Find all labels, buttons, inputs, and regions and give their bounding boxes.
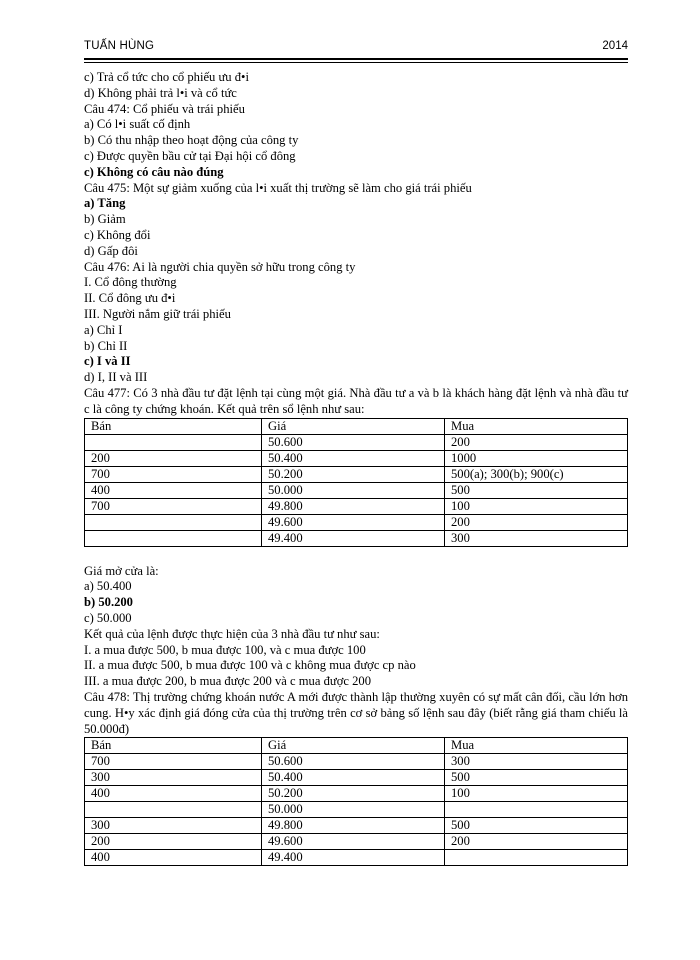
option-line: a) 50.400 (84, 579, 132, 594)
result-intro: Kết quả của lệnh được thực hiện của 3 nhà đầu tư như sau: (84, 626, 380, 641)
table-cell: 400 (85, 850, 262, 866)
table-cell: 500 (445, 818, 628, 834)
question-475: Câu 475: Một sự giảm xuống của l•i xuất thị trường sẽ làm cho giá trái phiếu (84, 180, 472, 195)
table-cell: 49.800 (262, 818, 445, 834)
header-author: TUẤN HÙNG (84, 40, 155, 52)
question-474: Câu 474: Cổ phiếu và trái phiếu (84, 101, 245, 116)
table-cell: 50.600 (262, 754, 445, 770)
table-cell: 700 (85, 466, 262, 482)
order-book-table-2 (84, 737, 628, 866)
table-row (85, 434, 628, 450)
table-cell: 200 (85, 450, 262, 466)
option-line: b) Có thu nhập theo hoạt động của công ty (84, 133, 299, 148)
table-cell: 49.600 (262, 514, 445, 530)
option-line: III. Người nắm giữ trái phiếu (84, 306, 231, 321)
option-line: II. Cổ đông ưu đ•i (84, 291, 176, 306)
table-cell: 50.000 (262, 482, 445, 498)
option-line: c) Được quyền bầu cử tại Đại hội cổ đông (84, 148, 296, 163)
table-cell: 50.000 (262, 802, 445, 818)
table-row (85, 450, 628, 466)
table-cell: 700 (85, 498, 262, 514)
text-line: d) Không phải trả l•i và cổ tức (84, 85, 237, 100)
table-cell (85, 530, 262, 546)
header-rule-thin (84, 62, 628, 63)
table-cell: 200 (445, 834, 628, 850)
table-row (85, 818, 628, 834)
result-line: III. a mua được 200, b mua được 200 và c mua được 200 (84, 674, 372, 689)
table-cell: 500(a); 300(b); 900(c) (445, 466, 628, 482)
table-cell: 300 (85, 818, 262, 834)
table-cell: 200 (445, 434, 628, 450)
table-cell: 200 (445, 514, 628, 530)
table-row (85, 786, 628, 802)
table-cell (85, 434, 262, 450)
question-478: Câu 478: Thị trường chứng khoán nước A mới được thành lập thường xuyên có sự mất cân đối, cầu lớn hơn cung. H•y xác định giá đóng cửa của thị trường trên cơ sở bảng số lệnh sau đây (biết rằng giá tham chiếu là 50.000đ) (84, 689, 628, 736)
table-cell: 49.600 (262, 834, 445, 850)
table-header-cell: Bán (85, 418, 262, 434)
spacer (84, 547, 628, 564)
table-header-cell: Mua (445, 418, 628, 434)
table-cell: 300 (85, 770, 262, 786)
table-row (85, 802, 628, 818)
table-header-cell: Giá (262, 418, 445, 434)
table-header-cell: Mua (445, 738, 628, 754)
table-cell: 50.600 (262, 434, 445, 450)
table-cell (85, 514, 262, 530)
table-row (85, 754, 628, 770)
header-rule-thick (84, 58, 628, 60)
table-cell (85, 802, 262, 818)
table-header-cell: Giá (262, 738, 445, 754)
question-476: Câu 476: Ai là người chia quyền sở hữu trong công ty (84, 259, 356, 274)
result-line: I. a mua được 500, b mua được 100, và c mua được 100 (84, 642, 366, 657)
table-row (85, 530, 628, 546)
table-cell: 400 (85, 482, 262, 498)
table-cell: 50.400 (262, 770, 445, 786)
option-line: a) Có l•i suất cố định (84, 117, 191, 132)
option-line: I. Cổ đông thường (84, 275, 177, 290)
answer-475: a) Tăng (84, 196, 126, 211)
table-cell: 50.200 (262, 786, 445, 802)
answer-476: c) I và II (84, 354, 131, 369)
table-header-row (85, 738, 628, 754)
open-price-question: Giá mở cửa là: (84, 563, 159, 578)
answer-474: c) Không có câu nào đúng (84, 164, 224, 179)
table-cell: 400 (85, 786, 262, 802)
table-cell: 300 (445, 754, 628, 770)
open-price-answer: b) 50.200 (84, 595, 133, 610)
option-line: b) Giảm (84, 212, 126, 227)
text-line: c) Trả cổ tức cho cổ phiếu ưu đ•i (84, 70, 249, 84)
table-row (85, 834, 628, 850)
table-header-cell: Bán (85, 738, 262, 754)
table-row (85, 514, 628, 530)
table-cell: 50.200 (262, 466, 445, 482)
table-header-row (85, 418, 628, 434)
table-row (85, 466, 628, 482)
table-cell: 100 (445, 786, 628, 802)
option-line: a) Chỉ I (84, 322, 123, 337)
table-cell: 50.400 (262, 450, 445, 466)
order-book-table-1 (84, 418, 628, 547)
table-row (85, 482, 628, 498)
option-line: c) 50.000 (84, 610, 132, 625)
option-line: d) Gấp đôi (84, 243, 138, 258)
table-cell: 500 (445, 770, 628, 786)
table-row (85, 770, 628, 786)
page-header (84, 40, 628, 60)
question-477: Câu 477: Có 3 nhà đầu tư đặt lệnh tại cùng một giá. Nhà đầu tư a và b là khách hàng đặt lệnh và nhà đầu tư c là công ty chứng khoán. Kết quả trên sổ lệnh như sau: (84, 385, 628, 416)
table-cell: 49.800 (262, 498, 445, 514)
table-cell: 500 (445, 482, 628, 498)
table-cell (445, 850, 628, 866)
table-cell: 49.400 (262, 850, 445, 866)
table-row (85, 498, 628, 514)
document-body (84, 70, 628, 866)
result-line: II. a mua được 500, b mua được 100 và c không mua được cp nào (84, 658, 416, 673)
option-line: c) Không đổi (84, 227, 151, 242)
option-line: b) Chỉ II (84, 338, 128, 353)
table-cell: 100 (445, 498, 628, 514)
table-row (85, 850, 628, 866)
table-cell: 1000 (445, 450, 628, 466)
table-cell (445, 802, 628, 818)
header-year: 2014 (602, 40, 628, 52)
table-cell: 300 (445, 530, 628, 546)
table-cell: 700 (85, 754, 262, 770)
table-cell: 200 (85, 834, 262, 850)
option-line: d) I, II và III (84, 370, 148, 385)
table-cell: 49.400 (262, 530, 445, 546)
